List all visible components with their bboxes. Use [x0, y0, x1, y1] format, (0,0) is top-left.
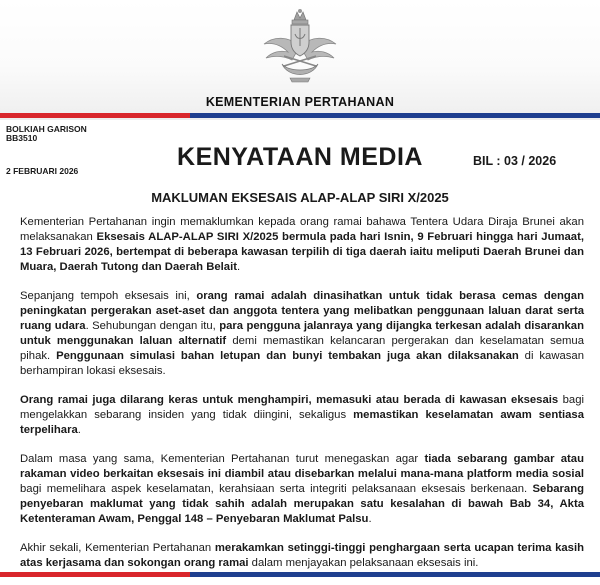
paragraph-text: Akhir sekali, Kementerian Pertahanan — [20, 542, 215, 554]
address-line-2: BB3510 — [6, 133, 38, 143]
footer-red-stripe — [0, 572, 190, 577]
paragraph-text: dalam menjayakan pelaksanaan eksesais ini. — [248, 557, 479, 569]
emphasis-text: Orang ramai juga dilarang keras untuk menghampiri, memasuki atau berada di kawasan eksesais — [20, 394, 559, 406]
emphasis-text: tiada sebarang gambar atau rakaman video berkaitan eksesais ini diambil atau disebarkan melalui mana-mana platform media sosial — [20, 453, 584, 480]
paragraph-text: bagi memelihara aspek keselamatan, kerahsiaan serta integriti pelaksanaan eksesais berkenaan. — [20, 483, 533, 495]
paragraph-text: di kawasan berhampiran lokasi eksesais. — [20, 350, 584, 377]
emphasis-text: orang ramai adalah dinasihatkan untuk tidak berasa cemas dengan peningkatan pergerakan aset-aset dan anggota tentera yang melibatkan penggunaan laluan darat serta ruang udara — [20, 290, 584, 332]
reference-number: BIL : 03 / 2026 — [473, 154, 557, 168]
paragraph — [20, 541, 584, 571]
paragraph-text: Kementerian Pertahanan ingin memaklumkan kepada orang ramai bahawa Tentera Udara Diraja Brunei akan melaksanakan — [20, 216, 584, 243]
brunei-armed-forces-crest-icon — [262, 6, 338, 88]
paragraph-text: . — [77, 424, 81, 436]
emphasis-text: Penggunaan simulasi bahan letupan dan bunyi tembakan juga akan dilaksanakan — [56, 350, 519, 362]
paragraph-text: demi memastikan kelancaran pergerakan dan keselamatan semua pihak. — [20, 335, 584, 362]
sender-address — [6, 125, 87, 143]
body-text — [20, 215, 584, 585]
header-blue-stripe — [190, 113, 600, 118]
emphasis-text: memastikan keselamatan awam sentiasa terpelihara — [20, 409, 584, 436]
paragraph-text: bagi mengelakkan sebarang insiden yang tidak diingini, sekaligus — [20, 394, 584, 421]
release-date: 2 FEBRUARI 2026 — [6, 166, 79, 176]
emphasis-text: Sebarang penyebaran maklumat yang tidak sahih adalah merupakan satu kesalahan di bawah Bab 34, Akta Ketenteraman Awam, Penggal 148 – Penyebaran Maklumat Palsu — [20, 483, 584, 525]
document-title: KENYATAAN MEDIA — [177, 143, 423, 171]
letterhead — [0, 0, 600, 120]
paragraph-text: . — [237, 261, 241, 273]
document-subtitle: MAKLUMAN EKSESAIS ALAP-ALAP SIRI X/2025 — [151, 190, 449, 205]
emphasis-text: merakamkan setinggi-tinggi penghargaan serta ucapan terima kasih atas kerjasama dan sokongan orang ramai — [20, 542, 585, 569]
emphasis-text: para pengguna jalanraya yang dijangka terkesan adalah disarankan untuk menggunakan laluan alternatif — [20, 320, 584, 347]
footer-blue-stripe — [190, 572, 600, 577]
paragraph-text: . Sehubungan dengan itu, — [85, 320, 220, 332]
ministry-name: KEMENTERIAN PERTAHANAN — [205, 95, 395, 109]
paragraph — [20, 452, 584, 527]
address-line-1: BOLKIAH GARISON — [6, 124, 87, 134]
paragraph — [20, 215, 584, 275]
emphasis-text: Eksesais ALAP-ALAP SIRI X/2025 bermula pada hari Isnin, 9 Februari hingga hari Jumaat, 13 Februari 2026, bertempat di beberapa kawasan terpilih di tiga daerah iaitu meliputi Daerah Brunei dan Muara, Daerah Tutong dan Daerah Belait — [20, 231, 584, 273]
paragraph-text: Sepanjang tempoh eksesais ini, — [20, 290, 197, 302]
paragraph — [20, 289, 584, 379]
paragraph — [20, 393, 584, 438]
paragraph-text: Dalam masa yang sama, Kementerian Pertahanan turut menegaskan agar — [20, 453, 425, 465]
header-red-stripe — [0, 113, 190, 118]
paragraph-text: . — [368, 513, 372, 525]
